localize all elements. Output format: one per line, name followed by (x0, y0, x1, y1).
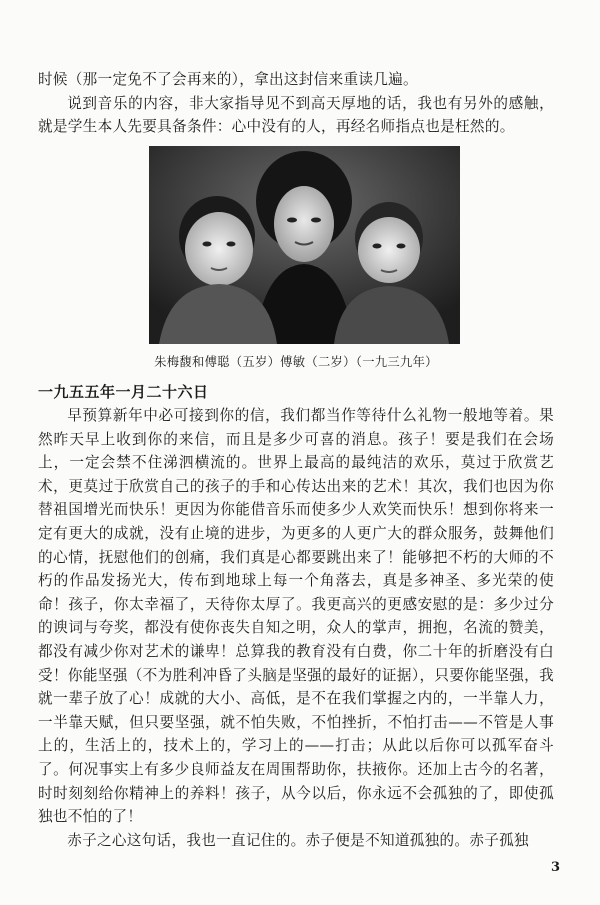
paragraph-music-content: 说到音乐的内容，非大家指导见不到高天厚地的话，我也有另外的感触，就是学生本人先要具备条件：心中没有的人，再经名师指点也是枉然的。 (38, 94, 554, 136)
letter-date: 一九五五年一月二十六日 (38, 383, 209, 401)
family-photo (149, 146, 460, 344)
letter-paragraph: 赤子之心这句话，我也一直记住的。赤子便是不知道孤独的。赤子孤独 (67, 831, 529, 849)
letter-paragraph: 早预算新年中必可接到你的信，我们都当作等待什么礼物一般地等着。果然昨天早上收到你的来信，而且是多少可喜的消息。孩子！要是我们在会场上，一定会禁不住涕泗横流的。世界上最高的最纯洁的欢乐，莫过于欣赏艺术，更莫过于欣赏自己的孩子的手和心传达出来的艺术！其次，我们也因为你替祖国增光而快乐！更因为你能借音乐而使多少人欢笑而快乐！想到你将来一定有更大的成就，没有止境的进步，为更多的人更广大的群众服务，鼓舞他们的心情，抚慰他们的创痛，我们真是心都要跳出来了！能够把不朽的大师的不朽的作品发扬光大，传布到地球上每一个角落去，真是多神圣、多光荣的使命！孩子，你太幸福了，天待你太厚了。我更高兴的更感安慰的是：多少过分的谀词与夸奖，都没有使你丧失自知之明，众人的掌声，拥抱，名流的赞美，都没有减少你对艺术的谦卑！总算我的教育没有白费，你二十年的折磨没有白受！你能坚强（不为胜利冲昏了头脑是坚强的最好的证据），只要你能坚强，我就一辈子放了心！成就的大小、高低，是不在我们掌握之内的，一半靠人力，一半靠天赋，但只要坚强，就不怕失败，不怕挫折，不怕打击——不管是人事上的，生活上的，技术上的，学习上的——打击；从此以后你可以孤军奋斗了。何况事实上有多少良师益友在周围帮助你，扶掖你。还加上古今的名著，时时刻刻给你精神上的养料！孩子，从今以后，你永远不会孤独的了，即使孤独也不怕的了！ (38, 407, 554, 826)
family-photo-image (149, 146, 460, 344)
top-text (38, 68, 554, 139)
letter-body (38, 404, 554, 852)
page-number: 3 (550, 860, 560, 875)
paragraph-continuation: 时候（那一定免不了会再来的），拿出这封信来重读几遍。 (38, 71, 418, 88)
photo-caption: 朱梅馥和傅聪（五岁）傅敏（二岁）（一九三九年） (154, 355, 438, 369)
